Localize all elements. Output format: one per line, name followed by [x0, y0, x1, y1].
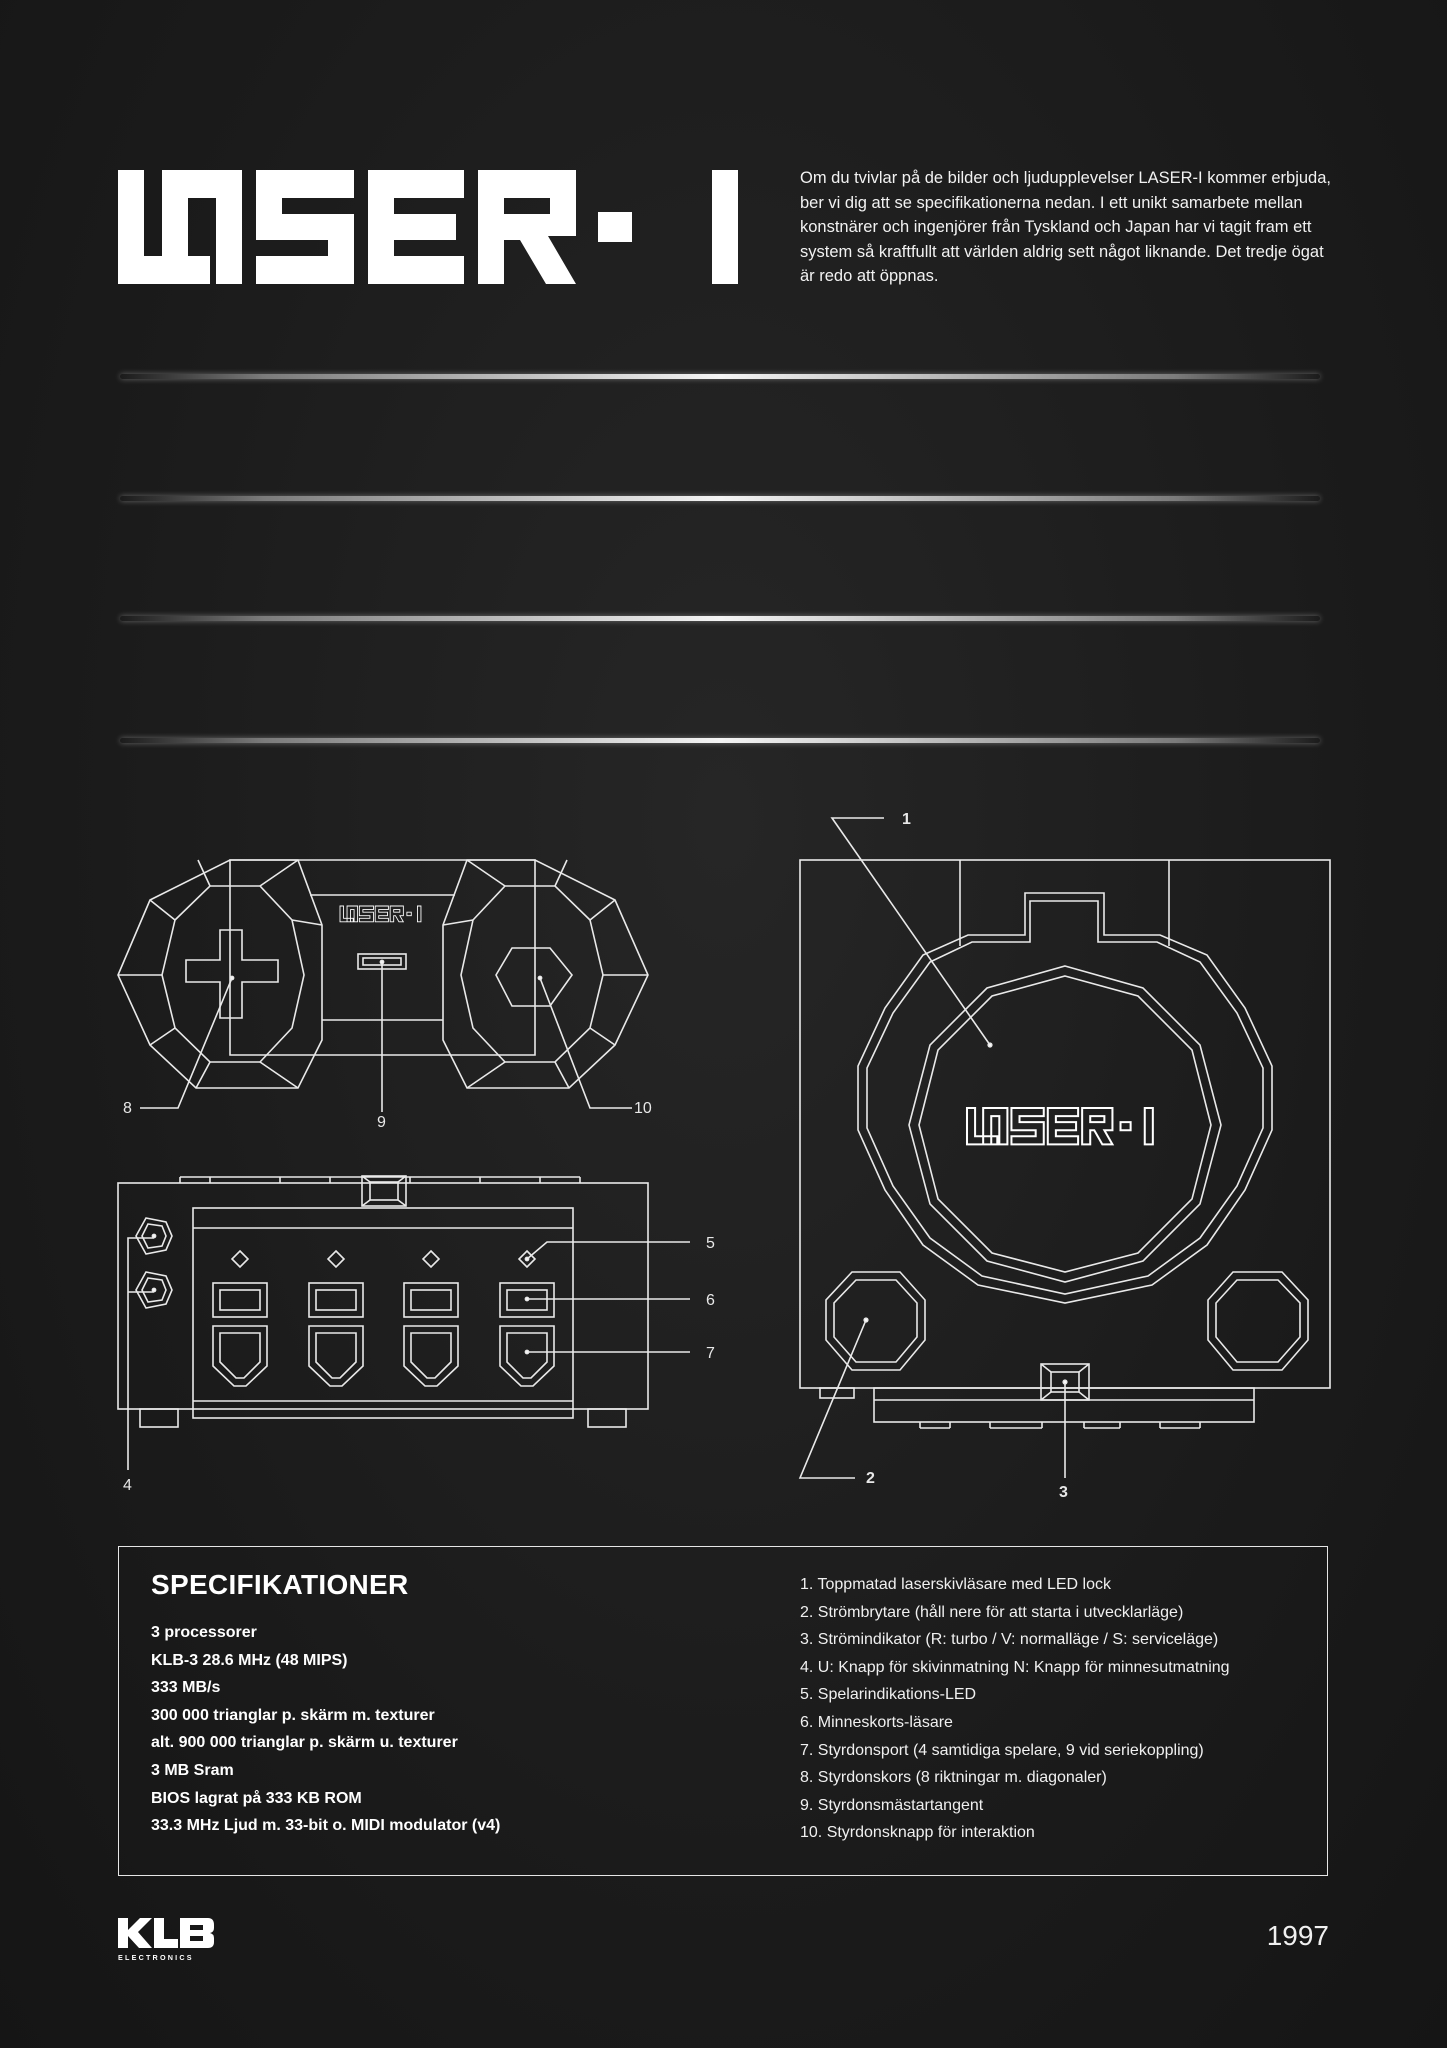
callout-9: 9 [377, 1114, 386, 1131]
callout-10: 10 [634, 1100, 652, 1117]
callout-6: 6 [706, 1292, 715, 1309]
front-view-diagram [118, 1176, 690, 1470]
spec-item: 300 000 trianglar p. skärm m. texturer [151, 1706, 435, 1724]
legend-item: 1. Toppmatad laserskivläsare med LED lock [800, 1576, 1111, 1593]
legend-item: 3. Strömindikator (R: turbo / V: normalläge / S: serviceläge) [800, 1631, 1219, 1649]
action-button-icon [496, 948, 572, 1006]
specifications-panel [118, 1546, 1328, 1876]
legend-list [800, 1571, 1230, 1847]
left-grip [118, 860, 322, 1088]
callout-2: 2 [866, 1470, 875, 1487]
spec-item: 333 MB/s [151, 1679, 221, 1697]
legend-item: 7. Styrdonsport (4 samtidiga spelare, 9 vid seriekoppling) [800, 1741, 1204, 1759]
callout-5: 5 [706, 1235, 715, 1252]
legend-item: 5. Spelarindikations-LED [800, 1686, 977, 1704]
callout-7: 7 [706, 1345, 715, 1362]
specifications-list [151, 1619, 500, 1840]
player-ports [213, 1251, 554, 1386]
legend-item: 9. Styrdonsmästartangent [800, 1796, 984, 1814]
spec-item: KLB-3 28.6 MHz (48 MIPS) [151, 1651, 348, 1669]
year: 1997 [1266, 1920, 1329, 1951]
brand-sub: ELECTRONICS [118, 1953, 194, 1962]
top-view-diagram [800, 818, 1330, 1478]
spec-item: 3 processorer [151, 1624, 257, 1641]
power-button-icon [826, 1272, 925, 1370]
callout-4: 4 [123, 1477, 132, 1494]
callout-1: 1 [902, 811, 911, 828]
legend-item: 10. Styrdonsknapp för interaktion [800, 1824, 1035, 1842]
spec-item: BIOS lagrat på 333 KB ROM [151, 1789, 362, 1807]
controller-logo [340, 906, 421, 922]
klb-electronics-logo [118, 1918, 218, 1962]
callout-8: 8 [123, 1100, 132, 1117]
dpad-icon [186, 930, 278, 1018]
intro-text: Om du tvivlar på de bilder och ljudupplevelser LASER-I kommer erbjuda, ber vi dig att se specifikationerna nedan. I ett unikt samarbete mellan konstnärer och ingenjörer från Tyskland och Japan har vi tagit fram ett system så kraftfullt att världen aldrig sett något liknande. Det tredje ögat är redo att öppnas. [800, 169, 1331, 285]
legend-item: 4. U: Knapp för skivinmatning N: Knapp för minnesutmatning [800, 1658, 1230, 1676]
callout-3: 3 [1059, 1484, 1068, 1501]
legend-item: 6. Minneskorts-läsare [800, 1713, 953, 1731]
legend-item: 2. Strömbrytare (håll nere för att starta i utvecklarläge) [800, 1603, 1184, 1621]
right-grip [443, 860, 648, 1088]
controller-diagram [118, 860, 648, 1112]
spec-item: alt. 900 000 trianglar p. skärm u. texturer [151, 1734, 458, 1752]
legend-item: 8. Styrdonskors (8 riktningar m. diagonaler) [800, 1769, 1107, 1787]
top-logo [967, 1108, 1153, 1144]
spec-item: 33.3 MHz Ljud m. 33-bit o. MIDI modulator (v4) [151, 1817, 501, 1835]
specifications-title: SPECIFIKATIONER [151, 1569, 409, 1600]
spec-item: 3 MB Sram [151, 1761, 234, 1779]
